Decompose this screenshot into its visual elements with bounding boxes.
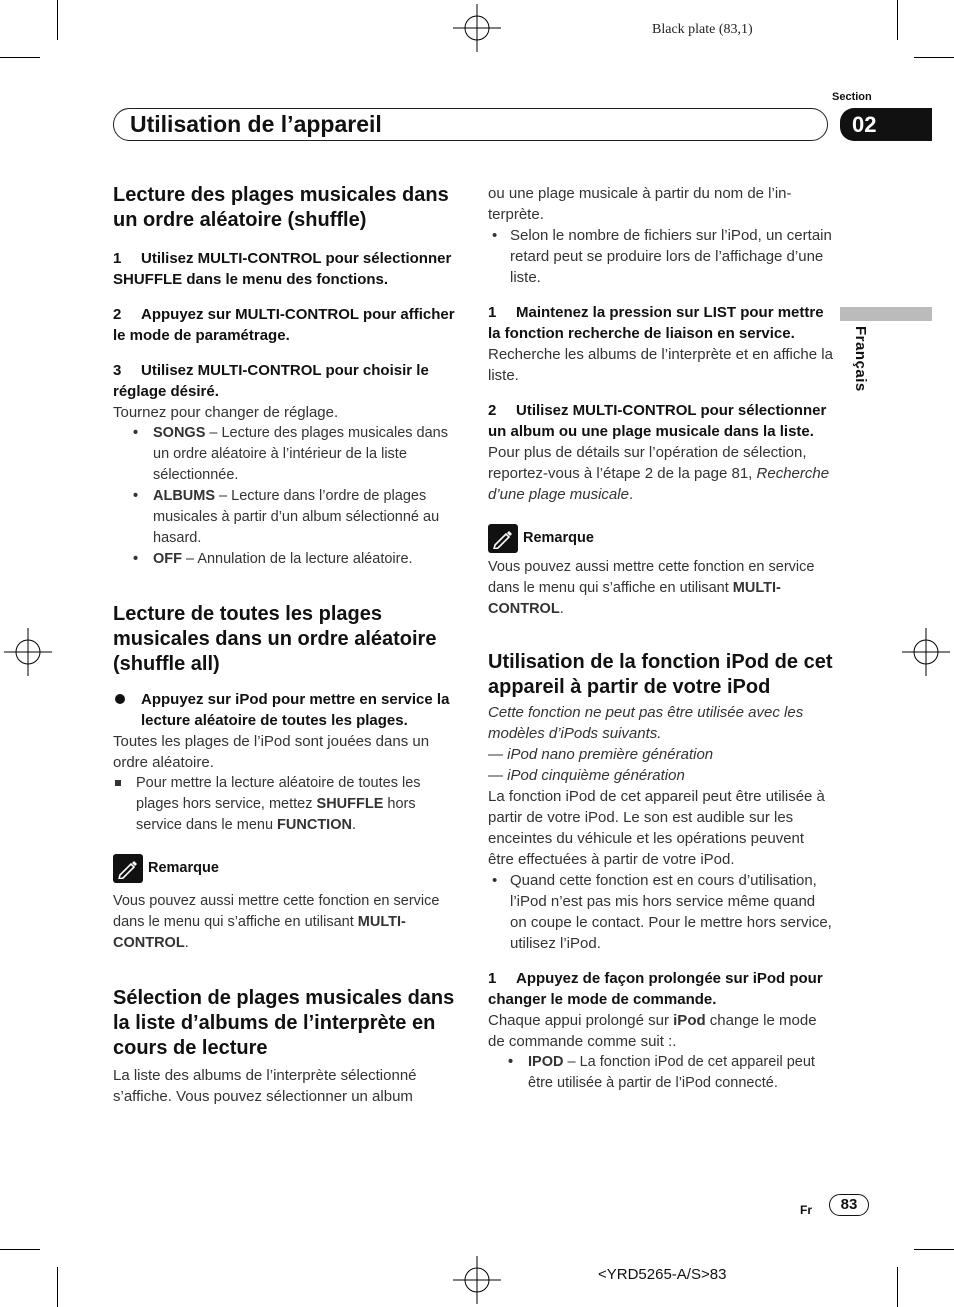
link-step-1-body: Recherche les albums de l’interprète et en affiche la liste. — [488, 346, 833, 384]
artist-heading: Sélection de plages musicales dans la liste d’albums de l’interprète en cours de lecture — [113, 987, 455, 1059]
shuffle-heading: Lecture des plages musicales dans un ordre aléatoire (shuffle) — [113, 184, 449, 231]
registration-mark-icon — [902, 628, 950, 676]
mode-step-1: 1 Appuyez de façon prolongée sur iPod pour changer le mode de commande. — [488, 970, 823, 1008]
option-albums: • ALBUMS – Lecture dans l’ordre de plages musicales à partir d’un album sélectionné au hasard. — [113, 486, 458, 549]
ipod-body: La fonction iPod de cet appareil peut être utilisée à partir de votre iPod. Le son est audible sur les enceintes du véhicule et les opérations peuvent être effectuées à partir de votre iPod. — [488, 788, 825, 868]
plate-label: Black plate (83,1) — [652, 22, 753, 37]
shuffle-all-heading: Lecture de toutes les plages musicales dans un ordre aléatoire (shuffle all) — [113, 603, 437, 675]
section-number: 02 — [840, 108, 932, 141]
delay-bullet: • Selon le nombre de fichiers sur l’iPod, un certain retard peut se produire lors de l’affichage d’une liste. — [488, 225, 833, 288]
language-label: Français — [852, 326, 869, 392]
pencil-icon — [488, 524, 518, 553]
link-step-2: 2 Utilisez MULTI-CONTROL pour sélectionner un album ou une plage musicale dans la liste. — [488, 402, 827, 440]
right-column — [488, 183, 833, 1094]
option-songs: • SONGS – Lecture des plages musicales dans un ordre aléatoire à l’intérieur de la liste sélectionnée. — [113, 423, 458, 486]
artist-body: La liste des albums de l’interprète sélectionné s’affiche. Vous pouvez sélectionner un album — [113, 1067, 417, 1105]
crop-mark — [897, 1267, 898, 1307]
ipod-model-1: — iPod nano première génération — [488, 746, 714, 763]
remark-header: Remarque — [488, 524, 833, 553]
pencil-icon — [113, 854, 143, 883]
left-column — [113, 183, 458, 1107]
shuffle-all-body: Toutes les plages de l’iPod sont jouées dans un ordre aléatoire. — [113, 733, 430, 771]
ipod-bullet: • Quand cette fonction est en cours d’utilisation, l’iPod n’est pas mis hors service même quand on coupe le contact. Pour le mettre hors service, utilisez l’iPod. — [488, 870, 833, 954]
remark-text: Vous pouvez aussi mettre cette fonction en service dans le menu qui s’affiche en utilisant MULTI-CONTROL. — [113, 893, 440, 951]
step-1: 1 Utilisez MULTI-CONTROL pour sélectionner SHUFFLE dans le menu des fonctions. — [113, 250, 452, 288]
shuffle-all-step: Appuyez sur iPod pour mettre en service la lecture aléatoire de toutes les plages. — [113, 689, 458, 731]
continued-text: ou une plage musicale à partir du nom de l’interprète. — [488, 185, 792, 223]
registration-mark-icon — [4, 628, 52, 676]
crop-mark — [0, 57, 40, 58]
option-ipod: • IPOD – La fonction iPod de cet appareil peut être utilisée à partir de l’iPod connecté. — [488, 1052, 833, 1094]
registration-mark-icon — [453, 4, 501, 52]
registration-mark-icon — [453, 1256, 501, 1304]
ipod-intro: Cette fonction ne peut pas être utilisée avec les modèles d’iPods suivants. — [488, 704, 804, 742]
page-number: 83 — [829, 1194, 869, 1216]
mode-step-body: Chaque appui prolongé sur iPod change le mode de commande comme suit :. — [488, 1012, 817, 1050]
crop-mark — [914, 1249, 954, 1250]
remark-text: Vous pouvez aussi mettre cette fonction en service dans le menu qui s’affiche en utilisant MULTI-CONTROL. — [488, 559, 815, 617]
language-tab — [840, 307, 932, 321]
crop-mark — [914, 57, 954, 58]
step-3: 3 Utilisez MULTI-CONTROL pour choisir le réglage désiré. — [113, 362, 429, 400]
crop-mark — [57, 1267, 58, 1307]
option-off: • OFF – Annulation de la lecture aléatoire. — [113, 549, 458, 570]
crop-mark — [0, 1249, 40, 1250]
section-label: Section — [832, 91, 872, 103]
remark-header: Remarque — [113, 854, 458, 883]
page-title: Utilisation de l’appareil — [130, 111, 382, 137]
link-step-2-body: Pour plus de détails sur l’opération de sélection, reportez-vous à l’étape 2 de la page 81, Recherche d’une plage musicale. — [488, 444, 830, 503]
page-language: Fr — [800, 1203, 812, 1217]
shuffle-all-note: Pour mettre la lecture aléatoire de toutes les plages hors service, mettez SHUFFLE hors service dans le menu FUNCTION. — [113, 773, 458, 836]
step-2: 2 Appuyez sur MULTI-CONTROL pour afficher le mode de paramétrage. — [113, 306, 455, 344]
footer-code: <YRD5265-A/S>83 — [598, 1266, 727, 1283]
step-3-body: Tournez pour changer de réglage. — [113, 404, 339, 421]
crop-mark — [57, 0, 58, 40]
link-step-1: 1 Maintenez la pression sur LIST pour mettre la fonction recherche de liaison en service. — [488, 304, 824, 342]
ipod-heading: Utilisation de la fonction iPod de cet appareil à partir de votre iPod — [488, 651, 833, 698]
ipod-model-2: — iPod cinquième génération — [488, 767, 685, 784]
crop-mark — [897, 0, 898, 40]
